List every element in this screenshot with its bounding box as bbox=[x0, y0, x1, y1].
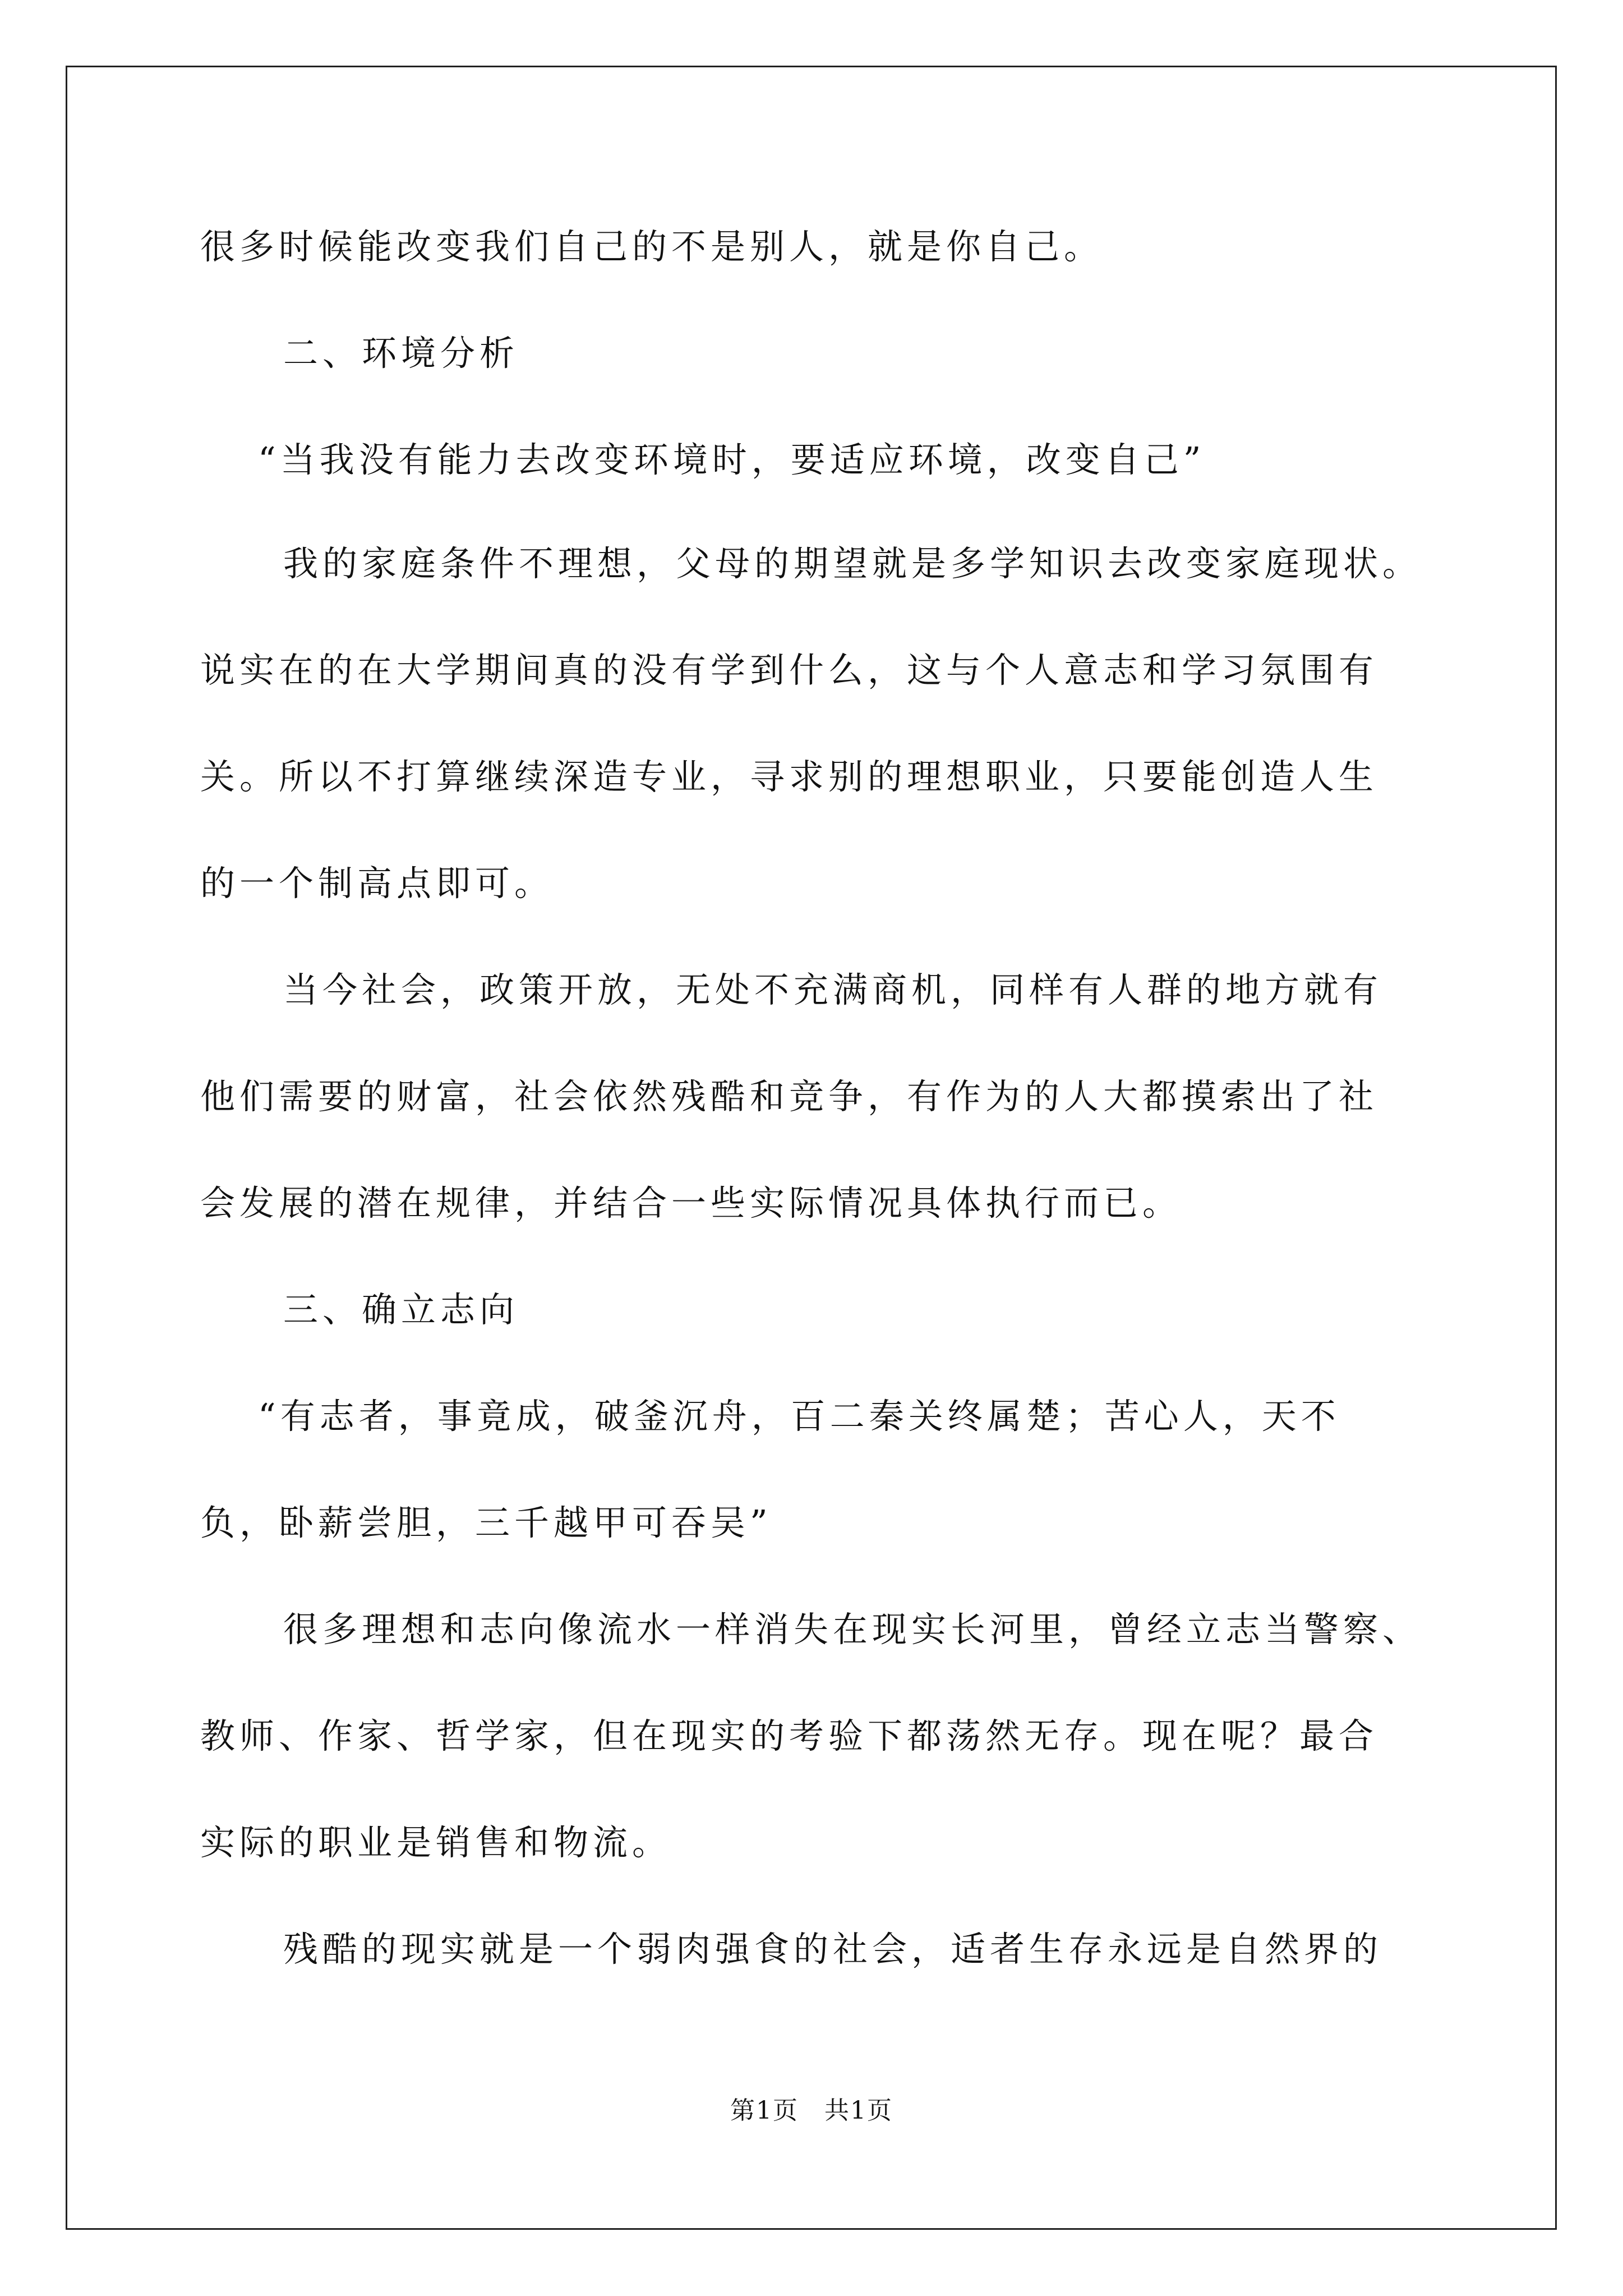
quote-line: “有志者，事竟成，破釜沉舟，百二秦关终属楚；苦心人，天不 bbox=[258, 1396, 1340, 1437]
paragraph-line: 他们需要的财富，社会依然残酷和竞争，有作为的人大都摸索出了社 bbox=[200, 1076, 1378, 1117]
paragraph-line: 我的家庭条件不理想，父母的期望就是多学知识去改变家庭现状。 bbox=[283, 543, 1422, 584]
paragraph-line: 很多理想和志向像流水一样消失在现实长河里，曾经立志当警察、 bbox=[283, 1609, 1422, 1650]
page-number-footer: 第1页 共1页 bbox=[730, 2096, 893, 2125]
quote-line: 负，卧薪尝胆，三千越甲可吞吴” bbox=[200, 1502, 772, 1543]
paragraph-line: 实际的职业是销售和物流。 bbox=[200, 1822, 672, 1863]
page-border bbox=[66, 66, 1557, 2230]
quote-line: “当我没有能力去改变环境时，要适应环境，改变自己” bbox=[258, 439, 1206, 480]
paragraph-line: 教师、作家、哲学家，但在现实的考验下都荡然无存。现在呢？最合 bbox=[200, 1715, 1378, 1756]
paragraph-line: 很多时候能改变我们自己的不是别人，就是你自己。 bbox=[200, 226, 1104, 267]
paragraph-line: 说实在的在大学期间真的没有学到什么，这与个人意志和学习氛围有 bbox=[200, 650, 1378, 691]
paragraph-line: 的一个制高点即可。 bbox=[200, 863, 554, 904]
paragraph-line: 残酷的现实就是一个弱肉强食的社会，适者生存永远是自然界的 bbox=[283, 1929, 1383, 1970]
paragraph-line: 会发展的潜在规律，并结合一些实际情况具体执行而已。 bbox=[200, 1182, 1182, 1223]
section-heading: 二、环境分析 bbox=[283, 333, 519, 374]
paragraph-line: 当今社会，政策开放，无处不充满商机，同样有人群的地方就有 bbox=[283, 969, 1383, 1010]
paragraph-line: 关。所以不打算继续深造专业，寻求别的理想职业，只要能创造人生 bbox=[200, 756, 1378, 797]
section-heading: 三、确立志向 bbox=[283, 1289, 519, 1330]
